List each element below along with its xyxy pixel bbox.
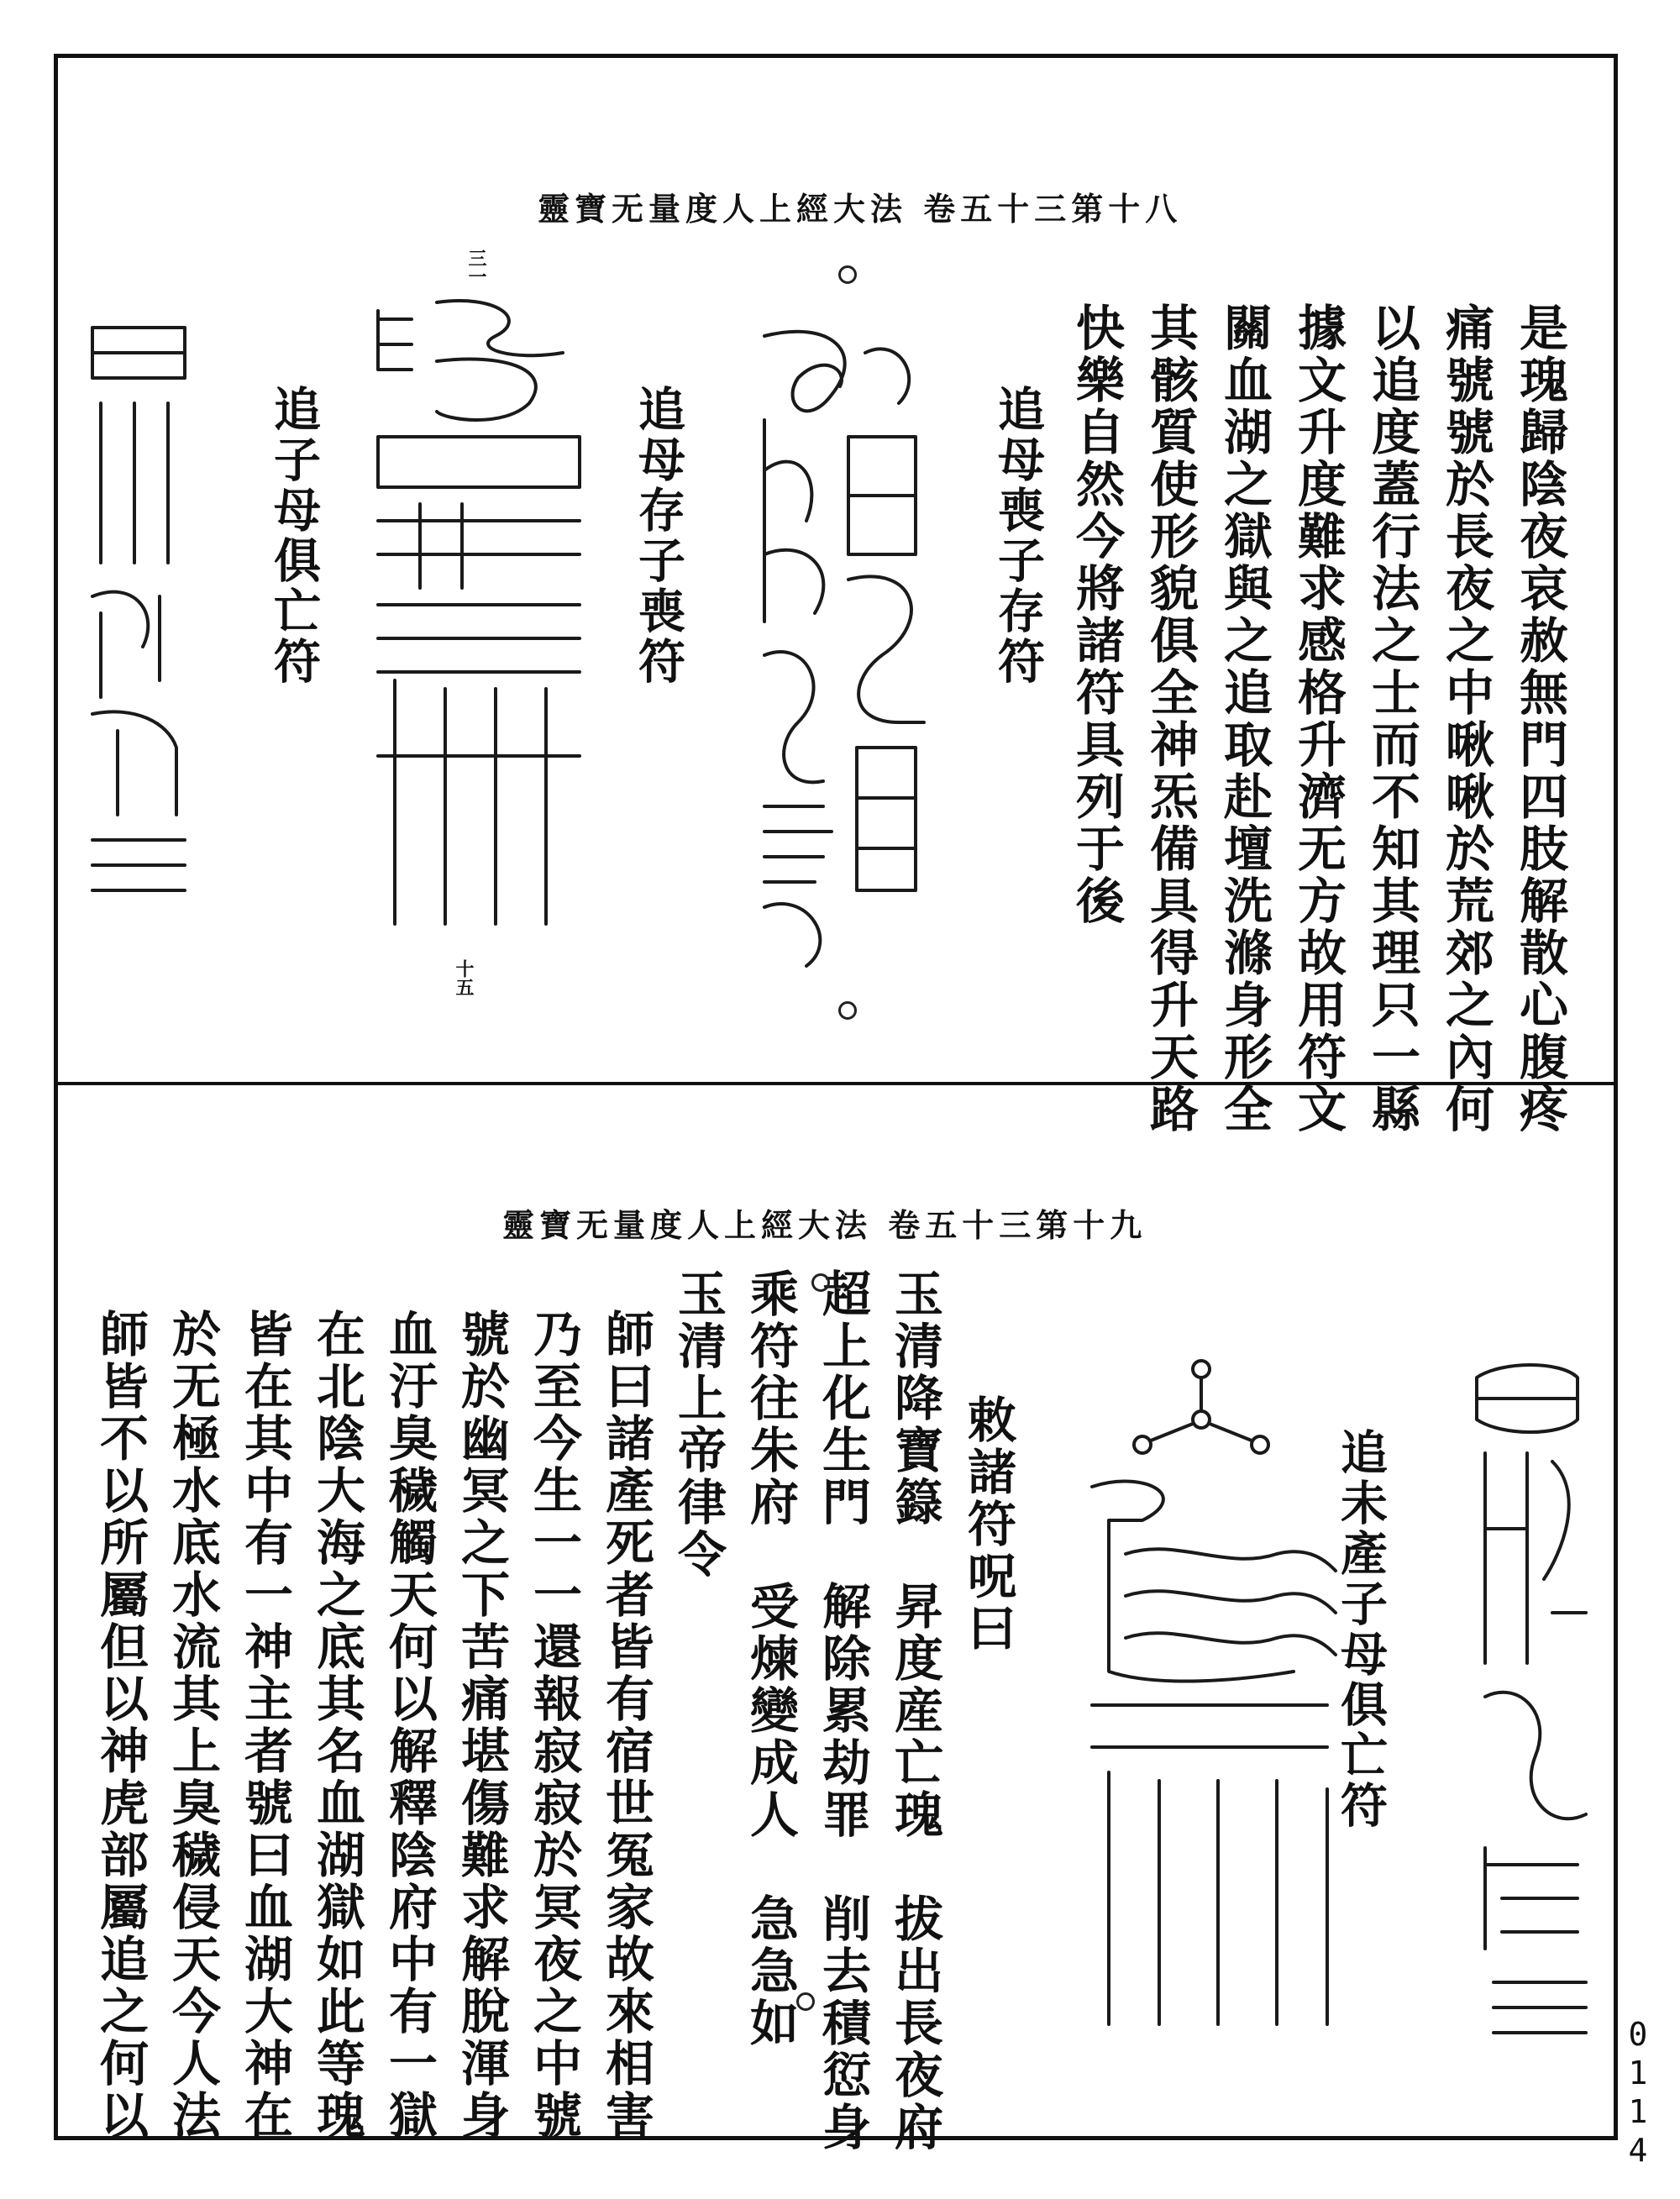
top-column-1: 是瑰歸陰夜哀赦無門四肢解散心腹疼 [1511,302,1568,1136]
talisman-glyph-4 [1468,1361,1594,2066]
talisman-label-4: 追未產子母俱亡符 [1333,1428,1389,1831]
bottom-column-10: 在北陰大海之底其名血湖獄如此等瑰 [308,1309,365,2142]
top-column-4: 據文升度難求感格升濟无方故用符文 [1289,302,1347,1136]
bottom-column-3: 超上化生門 解除累劫罪 削去積愆身 [814,1268,871,2154]
talisman-glyph-2 [361,286,596,958]
bottom-column-8: 號於幽冥之下苦痛堪傷難求解脫渾身 [453,1309,510,2142]
page-number: 0114 [1620,2016,1656,2170]
bottom-column-11: 皆在其中有一神主者號曰血湖大神在 [236,1309,293,2142]
bottom-column-1: 敕諸符呪曰 [959,1394,1016,1655]
bottom-column-9: 血汙臭穢觸天何以解釋陰府中有一獄 [381,1309,438,2142]
circle-mark [811,1273,830,1292]
small-number-1: 三一 [465,249,487,286]
talisman-glyph-1 [731,302,949,991]
bottom-column-12: 於无極水底水流其上臭穢侵天今人法 [164,1309,221,2142]
talisman-glyph-5 [1075,1352,1352,2075]
top-column-7: 快樂自然今將諸符具列于後 [1068,302,1125,927]
small-number-2: 十五 [453,959,475,996]
bottom-column-7: 乃至今生一一還報寂寂於冥夜之中號 [525,1309,582,2142]
top-column-5: 關血湖之獄與之追取赴壇洗滌身形全 [1215,302,1273,1136]
circle-mark [838,1001,857,1020]
bottom-column-4: 乘符往朱府 受煉變成人 急急如 [742,1268,799,2049]
talisman-label-3: 追子母俱亡符 [266,385,322,687]
top-column-2: 痛號號於長夜之中啾啾於荒郊之內何 [1437,302,1494,1136]
bottom-column-5: 玉清上帝律令 [669,1268,727,1581]
bottom-column-6: 師曰諸產死者皆有宿世冤家故來相害 [597,1309,654,2142]
bottom-column-2: 玉清降寶籙 昇度産亡瑰 拔出長夜府 [886,1268,943,2154]
circle-mark [796,1992,815,2011]
top-header: 靈寶无量度人上經大法 卷五十三第十八 [538,190,1183,228]
bottom-column-13: 師皆不以所屬但以神虎部屬追之何以 [92,1309,149,2142]
top-column-6: 其骸質使形貌俱全神炁備具得升天路 [1142,302,1199,1136]
talisman-label-2: 追母存子喪符 [631,385,686,687]
talisman-label-1: 追母喪子存符 [990,385,1046,687]
circle-mark [838,265,857,284]
talisman-glyph-3 [84,311,202,899]
top-column-3: 以追度蓋行法之士而不知其理只一縣 [1363,302,1420,1136]
bottom-header: 靈寶无量度人上經大法 卷五十三第十九 [502,1206,1147,1244]
